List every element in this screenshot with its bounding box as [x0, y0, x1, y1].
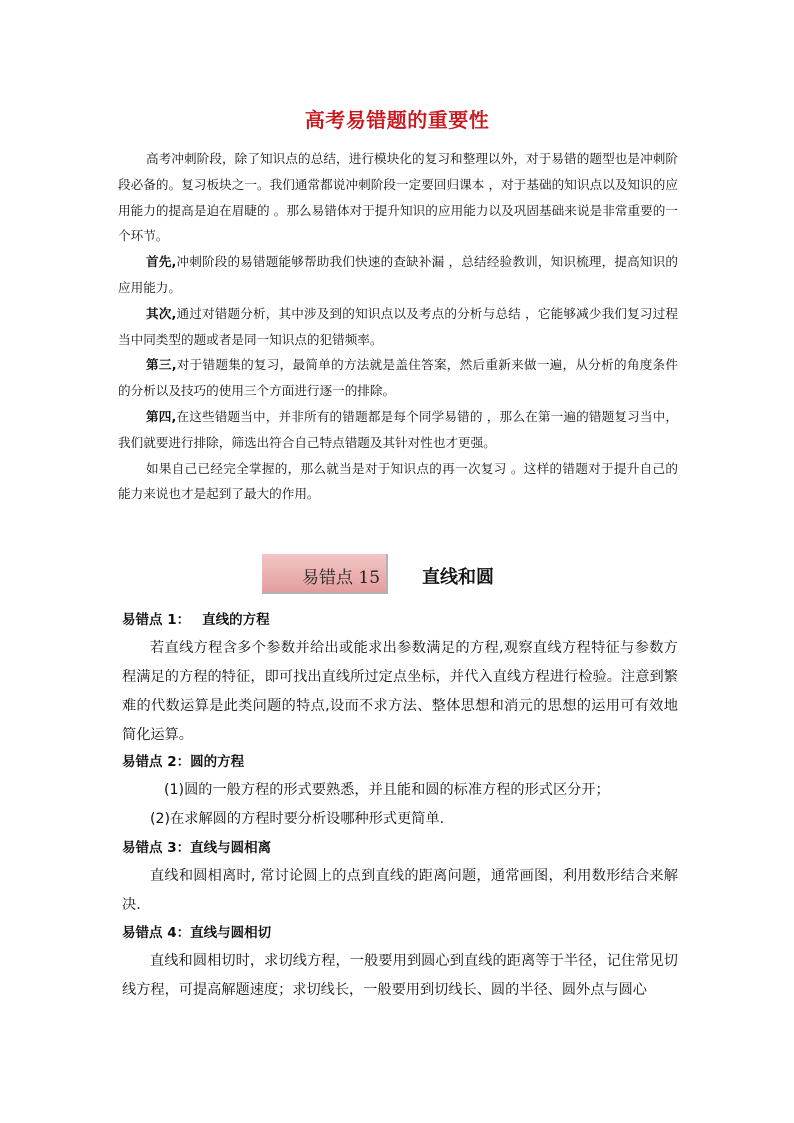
paragraph-lead: 第三, [146, 357, 177, 373]
paragraph-lead: 其次, [146, 305, 177, 321]
banner-title: 直线和圆 [422, 567, 494, 588]
section-banner [262, 554, 532, 595]
section-body: 直线和圆相切时，求切线方程，一般要用到圆心到直线的距离等于半径，记住常见切线方程，可提高解题速度；求切线长，一般要用到切线长、圆的半径、圆外点与圆心 [122, 953, 678, 998]
section-body: 直线和圆相离时, 常讨论圆上的点到直线的距离问题，通常画图，利用数形结合来解决. [122, 868, 678, 913]
intro-paragraph: 首先,冲刺阶段的易错题能够帮助我们快速的查缺补漏 ，总结经验教训，知识梳理，提高知识的应用能力。 [118, 254, 678, 295]
intro-section [118, 146, 678, 507]
section-body: 若直线方程含多个参数并给出或能求出参数满足的方程,观察直线方程特征与参数方程满足的方程的特征，即可找出直线所过定点坐标，并代入直线方程进行检验。注意到繁难的代数运算是此类问题的特点,设而不求方法、整体思想和消元的思想的运用可有效地简化运算。 [122, 640, 678, 743]
section-heading: 易错点 4：直线与圆相切 [122, 925, 272, 941]
section-heading: 易错点 1： 直线的方程 [122, 612, 270, 628]
banner-label: 易错点 15 [302, 568, 381, 588]
error-point-3 [122, 837, 678, 920]
section-heading: 易错点 2：圆的方程 [122, 754, 245, 770]
error-point-1 [122, 609, 678, 750]
list-item: (1)圆的一般方程的形式要熟悉，并且能和圆的标准方程的形式区分开； [164, 782, 610, 798]
error-point-4 [122, 922, 678, 1005]
document-title: 高考易错题的重要性 [304, 108, 490, 132]
intro-paragraph: 第四,在这些错题当中，并非所有的错题都是每个同学易错的 ，那么在第一遍的错题复习当中，我们就要进行排除，筛选出符合自己特点错题及其针对性也才更强。 [118, 408, 678, 450]
intro-paragraph: 其次,通过对错题分析，其中涉及到的知识点以及考点的分析与总结 ，它能够减少我们复习过程当中同类型的题或者是同一知识点的犯错频率。 [118, 305, 678, 347]
intro-paragraph: 高考冲刺阶段，除了知识点的总结，进行模块化的复习和整理以外，对于易错的题型也是冲刺阶段必备的。复习板块之一。我们通常都说冲刺阶段一定要回归课本 ，对于基础的知识点以及知识的应用能力的提高是迫在眉睫的 。那么易错体对于提升知识的应用能力以及巩固基础来说是非常重要的一个环节。 [118, 151, 678, 244]
section-heading: 易错点 3：直线与圆相离 [122, 840, 272, 856]
list-item: (2)在求解圆的方程时要分析设哪种形式更简单. [150, 811, 445, 827]
intro-paragraph: 第三,对于错题集的复习，最简单的方法就是盖住答案，然后重新来做一遍，从分析的角度条件的分析以及技巧的使用三个方面进行逐一的排除。 [118, 357, 679, 399]
paragraph-lead: 首先, [146, 254, 177, 270]
intro-paragraph: 如果自己已经完全掌握的，那么就当是对于知识点的再一次复习 。这样的错题对于提升自己的能力来说也才是起到了最大的作用。 [118, 460, 678, 502]
error-point-2 [122, 751, 678, 834]
paragraph-lead: 第四, [146, 408, 177, 424]
